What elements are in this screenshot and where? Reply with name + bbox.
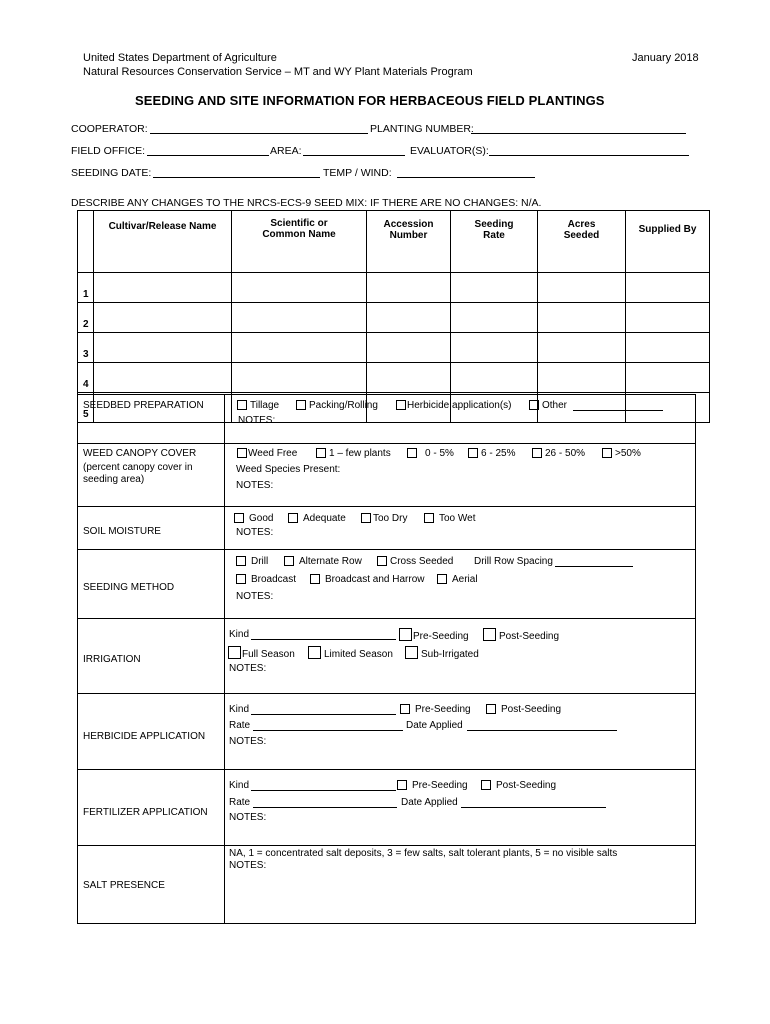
checkbox[interactable]	[483, 628, 496, 641]
cell[interactable]	[538, 273, 626, 303]
salt-scale-text: NA, 1 = concentrated salt deposits, 3 = few salts, salt tolerant plants, 5 = no visible salts	[229, 848, 618, 859]
table-row	[78, 333, 710, 363]
herbicide-app-option[interactable]: Herbicide application(s)	[396, 400, 512, 411]
aerial-option[interactable]: Aerial	[437, 574, 478, 585]
herbicide-date-label: Date Applied	[406, 720, 463, 731]
cooperator-field[interactable]	[150, 133, 368, 134]
fertilizer-date-label: Date Applied	[401, 797, 458, 808]
program-name: Natural Resources Conservation Service – MT and WY Plant Materials Program	[83, 66, 473, 78]
cover-gt50-option[interactable]: >50%	[602, 448, 641, 459]
seeding-date-field[interactable]	[153, 177, 320, 178]
checkbox[interactable]	[234, 513, 244, 523]
broadcast-option[interactable]: Broadcast	[236, 574, 296, 585]
form-date: January 2018	[632, 52, 699, 64]
temp-wind-label: TEMP / WIND:	[323, 167, 392, 179]
divider	[77, 845, 695, 846]
fertilizer-kind-label: Kind	[229, 780, 250, 791]
col-header-acres: Acres Seeded	[538, 211, 626, 273]
drill-spacing-field[interactable]	[555, 566, 633, 567]
table-row	[78, 303, 710, 333]
method-label: SEEDING METHOD	[83, 582, 175, 593]
good-option[interactable]: Good	[234, 513, 273, 524]
cell[interactable]	[451, 363, 538, 393]
weed-free-option[interactable]: Weed Free	[237, 448, 297, 459]
herbicide-pre-option[interactable]: Pre-Seeding	[400, 704, 471, 715]
cooperator-label: COOPERATOR:	[71, 123, 148, 135]
weed-label: WEED CANOPY COVER	[83, 448, 197, 459]
checkbox[interactable]	[236, 556, 246, 566]
weed-sublabel: seeding area)	[83, 474, 145, 485]
weed-sublabel: (percent canopy cover in	[83, 462, 193, 473]
divider	[77, 769, 695, 770]
too-wet-option[interactable]: Too Wet	[424, 513, 476, 524]
cell[interactable]	[451, 303, 538, 333]
weed-species-label: Weed Species Present:	[236, 464, 341, 475]
cell[interactable]	[94, 303, 232, 333]
temp-wind-field[interactable]	[397, 177, 535, 178]
checkbox[interactable]	[405, 646, 418, 659]
cell[interactable]	[94, 363, 232, 393]
fertilizer-kind-field[interactable]	[251, 790, 396, 791]
checkbox[interactable]	[437, 574, 447, 584]
divider	[77, 549, 695, 550]
checkbox[interactable]	[486, 704, 496, 714]
col-header-cultivar: Cultivar/Release Name	[94, 211, 232, 273]
form-title: SEEDING AND SITE INFORMATION FOR HERBACEOUS FIELD PLANTINGS	[135, 93, 605, 108]
other-field[interactable]	[573, 410, 663, 411]
cell[interactable]	[232, 363, 367, 393]
cell[interactable]	[232, 303, 367, 333]
evaluators-label: EVALUATOR(S):	[410, 145, 489, 157]
fertilizer-date-field[interactable]	[461, 807, 606, 808]
divider	[77, 443, 695, 444]
checkbox[interactable]	[468, 448, 478, 458]
seedbed-notes: NOTES:	[238, 415, 276, 426]
col-header-accession: Accession Number	[367, 211, 451, 273]
cell[interactable]	[451, 333, 538, 363]
col-header-scientific: Scientific or Common Name	[232, 211, 367, 273]
fertilizer-rate-field[interactable]	[253, 807, 397, 808]
checkbox[interactable]	[399, 628, 412, 641]
cover-0-5-option[interactable]: 0 - 5%	[407, 448, 454, 459]
cell[interactable]	[367, 363, 451, 393]
irrigation-kind-field[interactable]	[251, 639, 396, 640]
cell[interactable]	[232, 333, 367, 363]
broadcast-harrow-option[interactable]: Broadcast and Harrow	[310, 574, 425, 585]
cover-6-25-option[interactable]: 6 - 25%	[468, 448, 515, 459]
checkbox[interactable]	[308, 646, 321, 659]
planting-number-label: PLANTING NUMBER:	[370, 123, 474, 135]
checkbox[interactable]	[310, 574, 320, 584]
checkbox[interactable]	[424, 513, 434, 523]
adequate-option[interactable]: Adequate	[288, 513, 346, 524]
checkbox[interactable]	[481, 780, 491, 790]
salt-notes: NOTES:	[229, 860, 267, 871]
cell[interactable]	[626, 303, 710, 333]
fertilizer-rate-label: Rate	[229, 797, 251, 808]
col-header-rate: Seeding Rate	[451, 211, 538, 273]
area-label: AREA:	[270, 145, 302, 157]
checkbox[interactable]	[377, 556, 387, 566]
sub-irrigated-option[interactable]: Sub-Irrigated	[405, 646, 479, 660]
cell[interactable]	[94, 333, 232, 363]
row-number: 4	[78, 363, 94, 393]
row-number: 3	[78, 333, 94, 363]
checkbox[interactable]	[396, 400, 406, 410]
fertilizer-label: FERTILIZER APPLICATION	[83, 807, 208, 818]
herbicide-post-option[interactable]: Post-Seeding	[486, 704, 561, 715]
checkbox[interactable]	[296, 400, 306, 410]
cell[interactable]	[451, 273, 538, 303]
cell[interactable]	[367, 303, 451, 333]
row-number-header	[78, 211, 94, 273]
alternate-row-option[interactable]: Alternate Row	[284, 556, 362, 567]
checkbox[interactable]	[407, 448, 417, 458]
mix-instruction: DESCRIBE ANY CHANGES TO THE NRCS-ECS-9 SEED MIX: IF THERE ARE NO CHANGES: N/A.	[71, 197, 542, 209]
full-season-option[interactable]: Full Season	[228, 646, 295, 660]
checkbox[interactable]	[529, 400, 539, 410]
herbicide-notes: NOTES:	[229, 736, 267, 747]
seeding-date-label: SEEDING DATE:	[71, 167, 152, 179]
divider	[77, 618, 695, 619]
cross-seeded-option[interactable]: Cross Seeded	[377, 556, 453, 567]
fertilizer-notes: NOTES:	[229, 812, 267, 823]
irrigation-pre-option[interactable]: Pre-Seeding	[399, 628, 469, 642]
table-row	[78, 363, 710, 393]
checkbox[interactable]	[288, 513, 298, 523]
table-header-row	[78, 211, 710, 273]
herbicide-kind-field[interactable]	[251, 714, 396, 715]
field-office-field[interactable]	[147, 155, 269, 156]
checkbox[interactable]	[237, 448, 247, 458]
other-option[interactable]: Other	[529, 400, 567, 411]
herbicide-rate-label: Rate	[229, 720, 251, 731]
cell[interactable]	[94, 273, 232, 303]
cell[interactable]	[626, 363, 710, 393]
divider	[77, 506, 695, 507]
herbicide-rate-field[interactable]	[253, 730, 403, 731]
cell[interactable]	[626, 273, 710, 303]
drill-option[interactable]: Drill	[236, 556, 268, 567]
limited-season-option[interactable]: Limited Season	[308, 646, 393, 660]
checkbox[interactable]	[361, 513, 371, 523]
area-field[interactable]	[303, 155, 405, 156]
herbicide-kind-label: Kind	[229, 704, 250, 715]
cover-26-50-option[interactable]: 26 - 50%	[532, 448, 585, 459]
evaluators-field[interactable]	[489, 155, 689, 156]
cell[interactable]	[538, 303, 626, 333]
checkbox[interactable]	[284, 556, 294, 566]
soil-notes: NOTES:	[236, 527, 274, 538]
seed-mix-table	[77, 210, 710, 423]
checkbox[interactable]	[236, 574, 246, 584]
agency-name: United States Department of Agriculture	[83, 52, 277, 64]
checkbox[interactable]	[400, 704, 410, 714]
checkbox[interactable]	[316, 448, 326, 458]
irrigation-notes: NOTES:	[229, 663, 267, 674]
herbicide-label: HERBICIDE APPLICATION	[83, 731, 206, 742]
checkbox[interactable]	[237, 400, 247, 410]
fertilizer-post-option[interactable]: Post-Seeding	[481, 780, 556, 791]
method-notes: NOTES:	[236, 591, 274, 602]
planting-number-field[interactable]	[471, 133, 686, 134]
salt-label: SALT PRESENCE	[83, 880, 165, 891]
fertilizer-pre-option[interactable]: Pre-Seeding	[397, 780, 468, 791]
soil-label: SOIL MOISTURE	[83, 526, 161, 537]
tillage-option[interactable]: Tillage	[237, 400, 279, 411]
cell[interactable]	[367, 273, 451, 303]
label-divider	[224, 394, 225, 923]
drill-spacing-label: Drill Row Spacing	[474, 556, 553, 567]
divider	[77, 693, 695, 694]
row-number: 2	[78, 303, 94, 333]
too-dry-option[interactable]: Too Dry	[361, 513, 407, 524]
cell[interactable]	[538, 333, 626, 363]
table-row	[78, 273, 710, 303]
weed-notes: NOTES:	[236, 480, 274, 491]
row-number: 1	[78, 273, 94, 303]
irrigation-kind-label: Kind	[229, 629, 250, 640]
seedbed-label: SEEDBED PREPARATION	[83, 400, 204, 411]
col-header-supplied: Supplied By	[626, 211, 710, 273]
row-number: 5	[78, 393, 94, 423]
cell[interactable]	[367, 333, 451, 363]
field-office-label: FIELD OFFICE:	[71, 145, 146, 157]
checkbox[interactable]	[602, 448, 612, 458]
irrigation-post-option[interactable]: Post-Seeding	[483, 628, 559, 642]
checkbox[interactable]	[532, 448, 542, 458]
checkbox[interactable]	[397, 780, 407, 790]
cell[interactable]	[232, 273, 367, 303]
herbicide-date-field[interactable]	[467, 730, 617, 731]
irrigation-label: IRRIGATION	[83, 654, 141, 665]
checkbox[interactable]	[228, 646, 241, 659]
few-plants-option[interactable]: 1 – few plants	[316, 448, 391, 459]
packing-option[interactable]: Packing/Rolling	[296, 400, 378, 411]
cell[interactable]	[538, 363, 626, 393]
cell[interactable]	[626, 333, 710, 363]
